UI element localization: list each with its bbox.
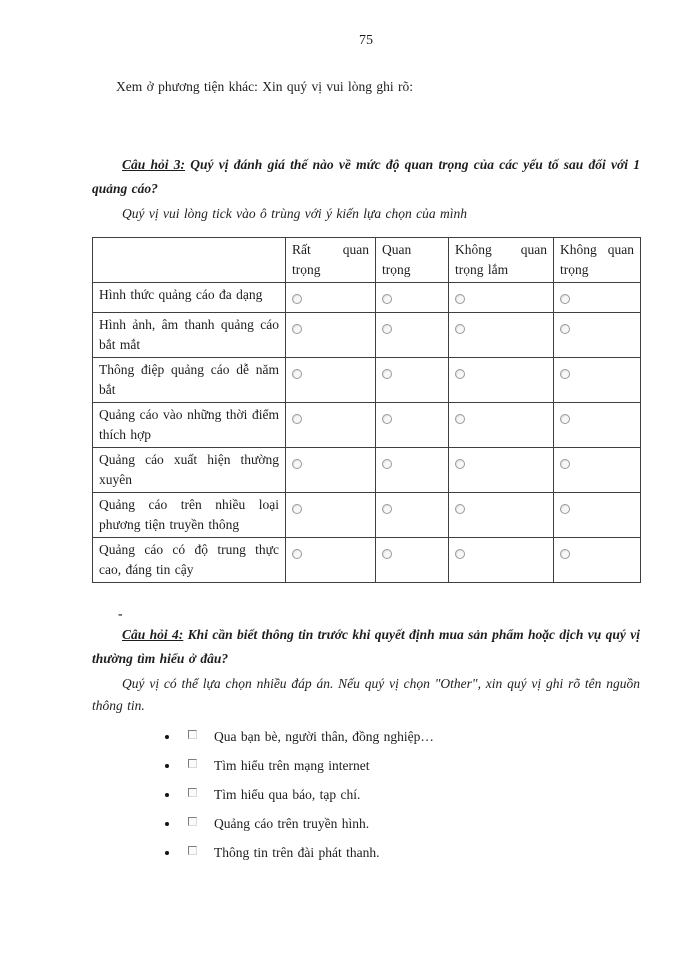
- question4-label: Câu hỏi 4:: [122, 627, 184, 642]
- radio-button[interactable]: [455, 294, 465, 304]
- radio-button[interactable]: [560, 294, 570, 304]
- radio-button[interactable]: [292, 459, 302, 469]
- option-label: Tìm hiểu qua báo, tạp chí.: [214, 787, 361, 802]
- row-label: Quảng cáo trên nhiều loại phương tiện truyền thông: [93, 493, 286, 538]
- header-khong-quan-trong-lam: Không quan trọng lắm: [449, 238, 554, 283]
- row-label: Hình ảnh, âm thanh quảng cáo bắt mắt: [93, 313, 286, 358]
- radio-button[interactable]: [560, 549, 570, 559]
- question4-options-list: [92, 727, 640, 863]
- radio-button[interactable]: [382, 549, 392, 559]
- list-item: [165, 843, 640, 863]
- separator-dash: -: [118, 606, 123, 621]
- checkbox[interactable]: [188, 759, 197, 768]
- bullet-icon: [165, 822, 169, 826]
- radio-button[interactable]: [455, 549, 465, 559]
- list-item: [165, 814, 640, 834]
- question3-instruction: Quý vị vui lòng tick vào ô trùng với ý kiến lựa chọn của mình: [122, 206, 467, 221]
- radio-button[interactable]: [455, 324, 465, 334]
- question4-text: Khi cần biết thông tin trước khi quyết định mua sản phẩm hoặc dịch vụ quý vị thường tìm hiểu ở đâu?: [92, 627, 640, 666]
- question4-heading: [92, 623, 640, 671]
- radio-button[interactable]: [455, 504, 465, 514]
- radio-button[interactable]: [292, 414, 302, 424]
- radio-button[interactable]: [382, 324, 392, 334]
- radio-button[interactable]: [292, 549, 302, 559]
- checkbox[interactable]: [188, 788, 197, 797]
- table-header-row: [93, 238, 641, 283]
- bullet-icon: [165, 735, 169, 739]
- question4-instruction: Quý vị có thể lựa chọn nhiều đáp án. Nếu quý vị chọn "Other", xin quý vị ghi rõ tên nguồn thông tin.: [92, 676, 640, 713]
- row-label: Quảng cáo xuất hiện thường xuyên: [93, 448, 286, 493]
- radio-button[interactable]: [560, 504, 570, 514]
- radio-button[interactable]: [292, 504, 302, 514]
- radio-button[interactable]: [455, 369, 465, 379]
- row-label: Quảng cáo vào những thời điểm thích hợp: [93, 403, 286, 448]
- radio-button[interactable]: [382, 504, 392, 514]
- question3-text: Quý vị đánh giá thế nào về mức độ quan trọng của các yếu tố sau đối với 1 quảng cáo?: [92, 157, 640, 196]
- row-label: Quảng cáo có độ trung thực cao, đáng tin cậy: [93, 538, 286, 583]
- radio-button[interactable]: [382, 369, 392, 379]
- checkbox[interactable]: [188, 846, 197, 855]
- radio-button[interactable]: [560, 324, 570, 334]
- intro-line: Xem ở phương tiện khác: Xin quý vị vui lòng ghi rõ:: [116, 79, 413, 94]
- list-item: [165, 785, 640, 805]
- radio-button[interactable]: [382, 294, 392, 304]
- table-row: [93, 358, 641, 403]
- bullet-icon: [165, 764, 169, 768]
- table-row: [93, 313, 641, 358]
- option-label: Tìm hiểu trên mạng internet: [214, 758, 370, 773]
- checkbox[interactable]: [188, 730, 197, 739]
- header-quan-trong: Quan trọng: [376, 238, 449, 283]
- radio-button[interactable]: [382, 459, 392, 469]
- radio-button[interactable]: [382, 414, 392, 424]
- table-row: [93, 283, 641, 313]
- option-label: Quảng cáo trên truyền hình.: [214, 816, 370, 831]
- option-label: Thông tin trên đài phát thanh.: [214, 845, 380, 860]
- table-row: [93, 493, 641, 538]
- checkbox[interactable]: [188, 817, 197, 826]
- page-number: 75: [359, 33, 373, 48]
- radio-button[interactable]: [560, 459, 570, 469]
- radio-button[interactable]: [455, 459, 465, 469]
- radio-button[interactable]: [292, 324, 302, 334]
- radio-button[interactable]: [560, 369, 570, 379]
- list-item: [165, 727, 640, 747]
- radio-button[interactable]: [560, 414, 570, 424]
- bullet-icon: [165, 793, 169, 797]
- radio-button[interactable]: [455, 414, 465, 424]
- table-row: [93, 403, 641, 448]
- option-label: Qua bạn bè, người thân, đồng nghiệp…: [214, 729, 434, 744]
- radio-button[interactable]: [292, 369, 302, 379]
- header-empty-cell: [93, 238, 286, 283]
- header-rat-quan-trong: Rất quan trọng: [286, 238, 376, 283]
- bullet-icon: [165, 851, 169, 855]
- row-label: Thông điệp quảng cáo dễ năm bắt: [93, 358, 286, 403]
- table-row: [93, 538, 641, 583]
- radio-button[interactable]: [292, 294, 302, 304]
- question3-heading: [92, 153, 640, 201]
- table-row: [93, 448, 641, 493]
- importance-rating-table: [92, 237, 641, 583]
- list-item: [165, 756, 640, 776]
- row-label: Hình thức quảng cáo đa dạng: [93, 283, 286, 313]
- question3-label: Câu hỏi 3:: [122, 157, 186, 172]
- header-khong-quan-trong: Không quan trọng: [554, 238, 641, 283]
